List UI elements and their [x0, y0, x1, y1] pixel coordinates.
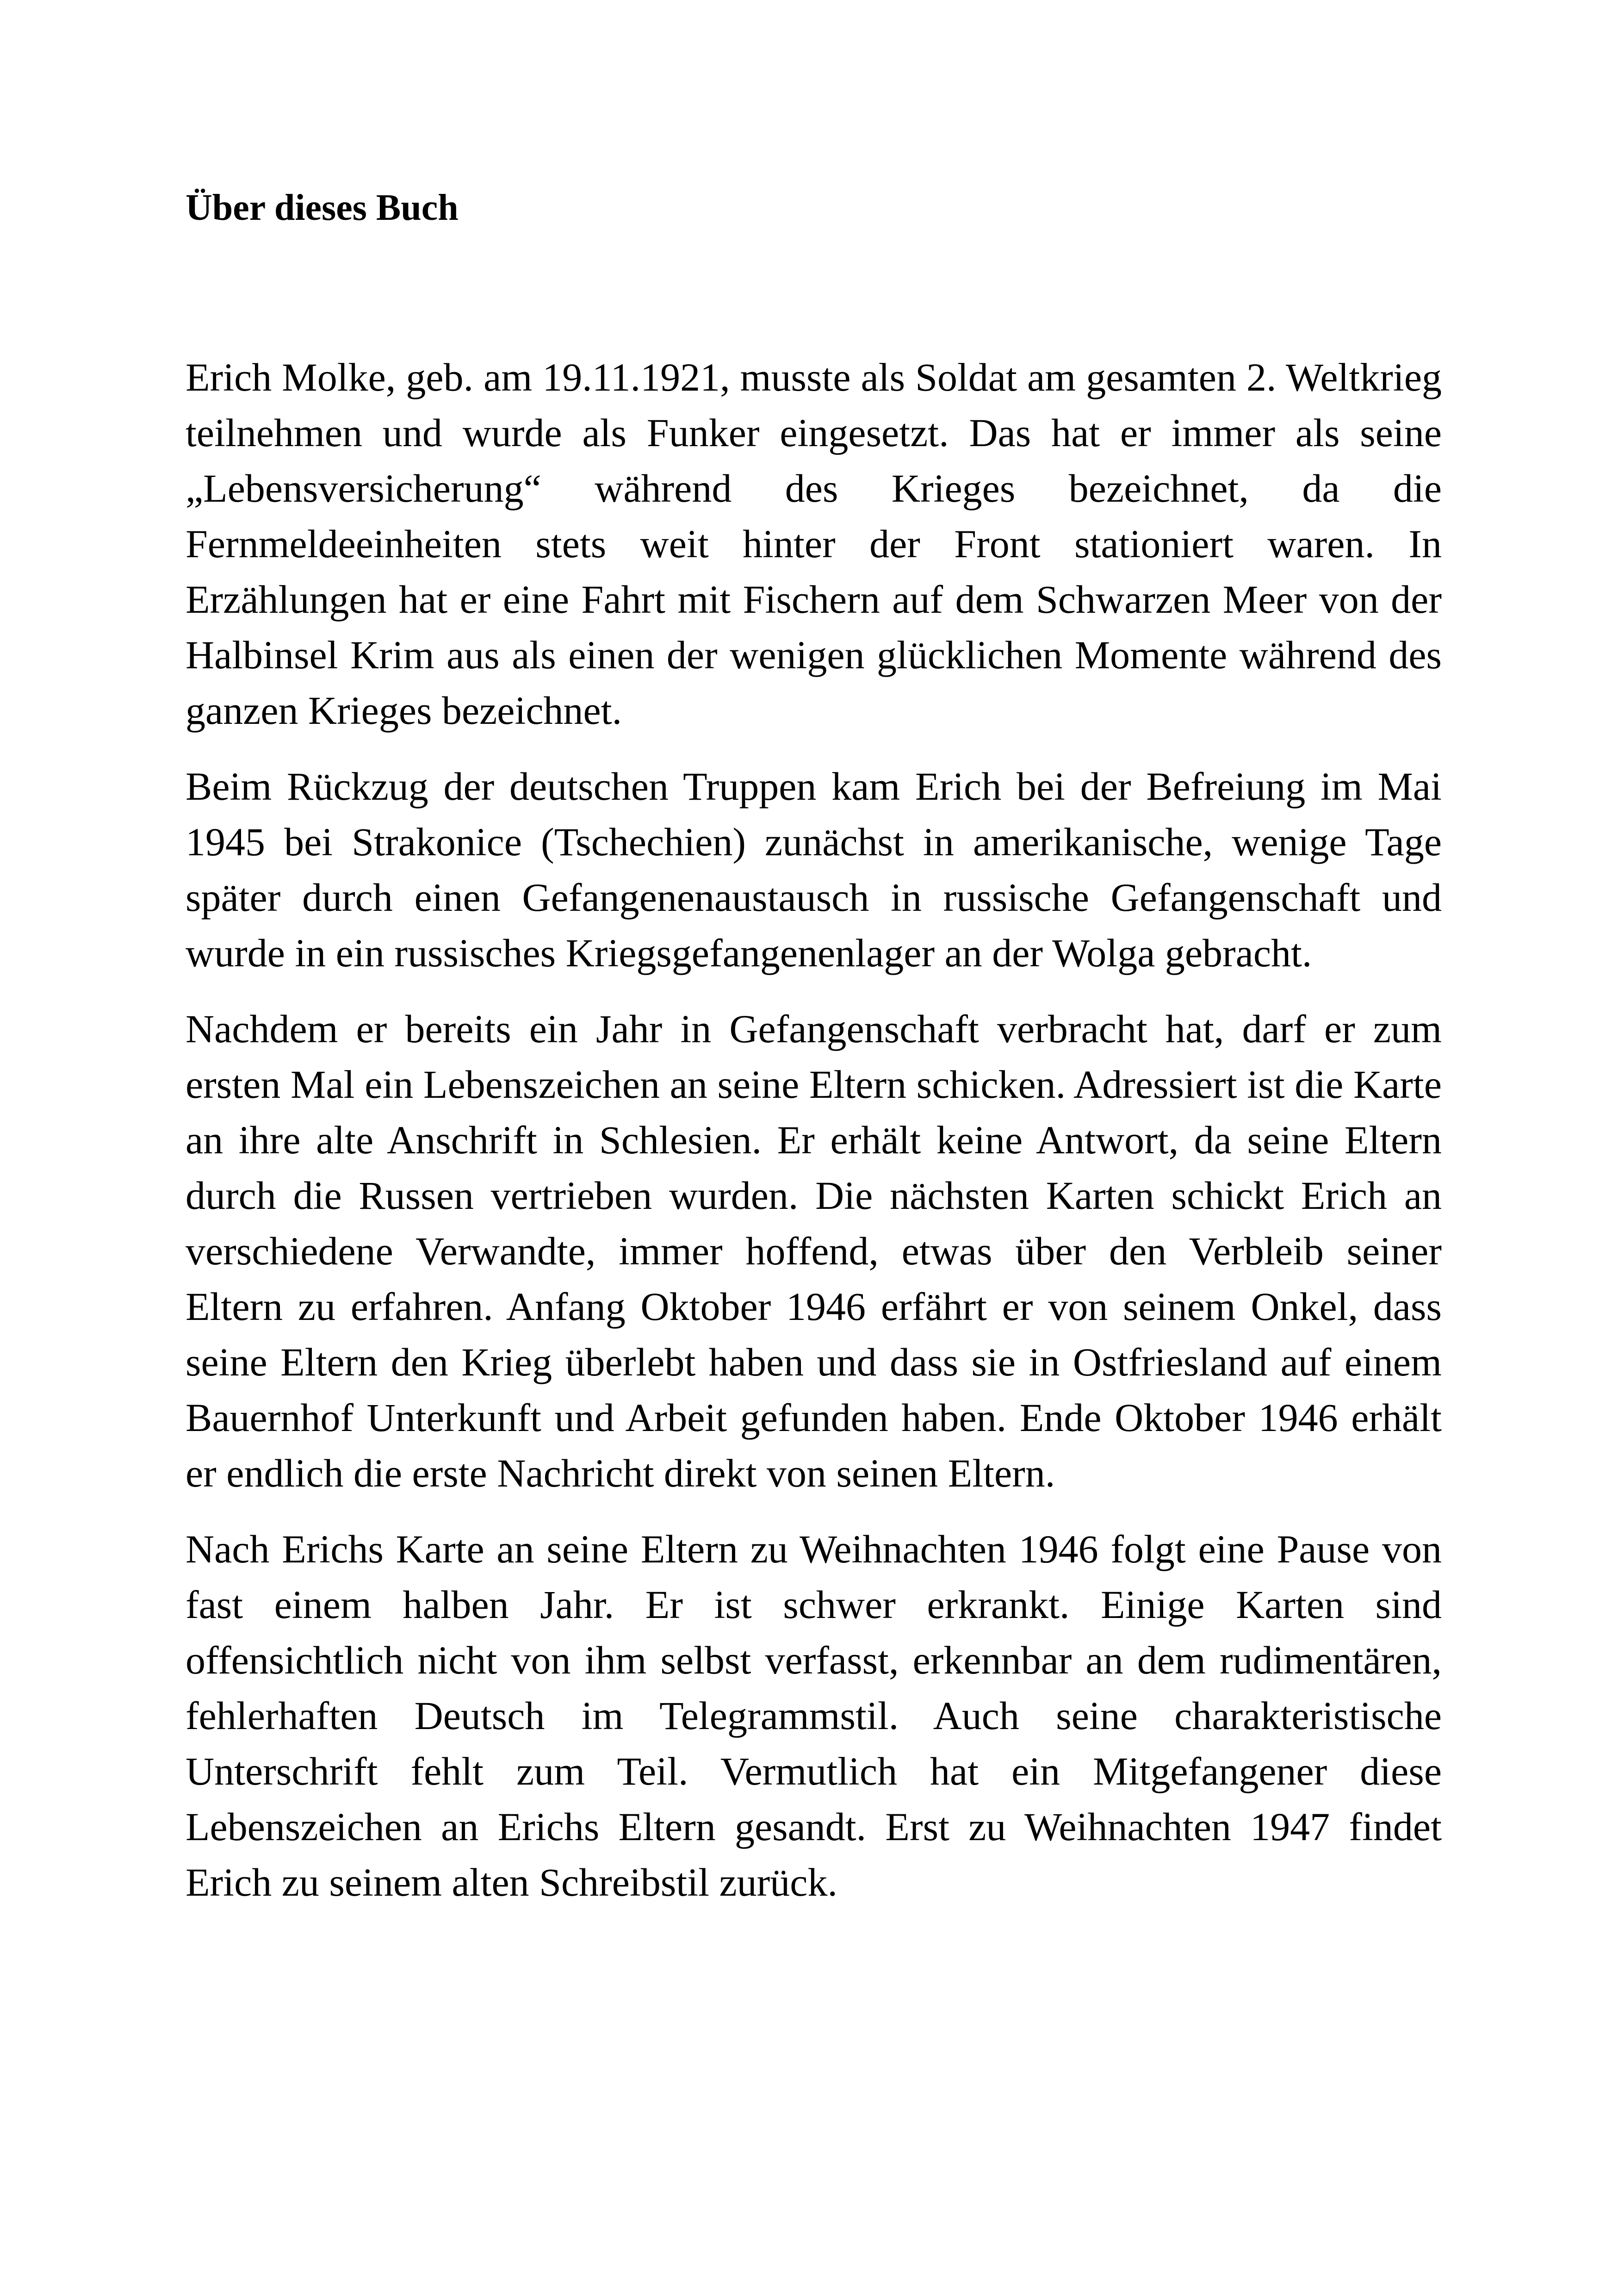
- page-title: Über dieses Buch: [186, 187, 459, 228]
- paragraph-1: Erich Molke, geb. am 19.11.1921, musste als Soldat am gesamten 2. Weltkrieg teilnehmen und wurde als Funker eingesetzt. Das hat er immer als seine „Lebensversicherung“ während des Krieges bezeichnet, da die Fernmeldeeinheiten stets weit hinter der Front stationiert waren. In Erzählungen hat er eine Fahrt mit Fischern auf dem Schwarzen Meer von der Halbinsel Krim aus als einen der wenigen glücklichen Momente während des ganzen Krieges bezeichnet.: [186, 355, 1442, 733]
- body-text: [186, 349, 1442, 1930]
- paragraph-3: Nachdem er bereits ein Jahr in Gefangenschaft verbracht hat, darf er zum ersten Mal ein Lebenszeichen an seine Eltern schicken. Adressiert ist die Karte an ihre alte Anschrift in Schlesien. Er erhält keine Antwort, da seine Eltern durch die Russen vertrieben wurden. Die nächsten Karten schickt Erich an verschiedene Verwandte, immer hoffend, etwas über den Verbleib seiner Eltern zu erfahren. Anfang Oktober 1946 erfährt er von seinem Onkel, dass seine Eltern den Krieg überlebt haben und dass sie in Ostfriesland auf einem Bauernhof Unterkunft und Arbeit gefunden haben. Ende Oktober 1946 erhält er endlich die erste Nachricht direkt von seinen Eltern.: [186, 1007, 1442, 1495]
- paragraph-4: Nach Erichs Karte an seine Eltern zu Weihnachten 1946 folgt eine Pause von fast einem halben Jahr. Er ist schwer erkrankt. Einige Karten sind offensichtlich nicht von ihm selbst verfasst, erkennbar an dem rudimentären, fehlerhaften Deutsch im Telegrammstil. Auch seine charakteristische Unterschrift fehlt zum Teil. Vermutlich hat ein Mitgefangener diese Lebenszeichen an Erichs Eltern gesandt. Erst zu Weihnachten 1947 findet Erich zu seinem alten Schreibstil zurück.: [186, 1527, 1442, 1904]
- paragraph-2: Beim Rückzug der deutschen Truppen kam Erich bei der Befreiung im Mai 1945 bei Strakonice (Tschechien) zunächst in amerikanische, wenige Tage später durch einen Gefangenenaustausch in russische Gefangenschaft und wurde in ein russisches Kriegsgefangenenlager an der Wolga gebracht.: [186, 764, 1442, 975]
